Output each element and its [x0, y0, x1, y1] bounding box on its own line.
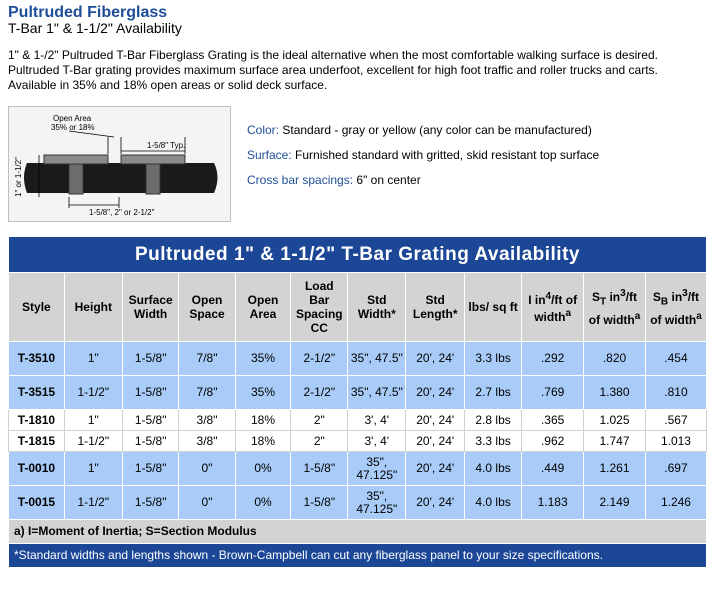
cell-std-length: 20', 24'	[406, 486, 465, 520]
table-row	[9, 452, 707, 486]
cell-i: 1.183	[522, 486, 584, 520]
cell-open-space: 7/8"	[179, 376, 235, 410]
table-header-row	[9, 273, 707, 342]
cell-lbs: 3.3 lbs	[464, 431, 521, 452]
cell-sb: .567	[645, 410, 706, 431]
cell-i: .365	[522, 410, 584, 431]
cell-sb: 1.246	[645, 486, 706, 520]
cell-st: 1.025	[584, 410, 646, 431]
col-header-std-length: Std Length*	[406, 273, 465, 342]
table-row	[9, 410, 707, 431]
cell-height: 1"	[64, 452, 122, 486]
open-area-values: 35% or 18%	[51, 123, 95, 132]
spec-label: Cross bar spacings:	[247, 173, 354, 187]
cell-std-length: 20', 24'	[406, 376, 465, 410]
cell-height: 1-1/2"	[64, 431, 122, 452]
spec-surface	[247, 148, 599, 173]
cell-st: 1.261	[584, 452, 646, 486]
cell-surface-width: 1-5/8"	[122, 376, 179, 410]
cell-surface-width: 1-5/8"	[122, 410, 179, 431]
cell-sb: 1.013	[645, 431, 706, 452]
cell-spacing: 1-5/8"	[291, 452, 348, 486]
cell-open-space: 3/8"	[179, 410, 235, 431]
cell-std-width: 3', 4'	[348, 431, 406, 452]
cell-sb: .454	[645, 342, 706, 376]
col-header-open-area: Open Area	[235, 273, 291, 342]
cell-lbs: 2.7 lbs	[464, 376, 521, 410]
cell-style: T-1810	[9, 410, 65, 431]
cell-i: .769	[522, 376, 584, 410]
table-footer-note: *Standard widths and lengths shown - Brown-Campbell can cut any fiberglass panel to your size specifications.	[9, 544, 707, 568]
height-label: 1" or 1-1/2"	[14, 157, 23, 197]
cell-style: T-0010	[9, 452, 65, 486]
cell-sb: .810	[645, 376, 706, 410]
cell-open-space: 0"	[179, 452, 235, 486]
cell-style: T-1815	[9, 431, 65, 452]
cell-spacing: 2-1/2"	[291, 376, 348, 410]
cell-std-width: 3', 4'	[348, 410, 406, 431]
table-row	[9, 431, 707, 452]
cell-st: .820	[584, 342, 646, 376]
cell-open-area: 35%	[235, 376, 291, 410]
cell-std-width: 35", 47.125"	[348, 486, 406, 520]
cell-open-area: 35%	[235, 342, 291, 376]
cell-surface-width: 1-5/8"	[122, 431, 179, 452]
typ-label: 1-5/8" Typ.	[147, 141, 186, 150]
cell-i: .962	[522, 431, 584, 452]
table-body	[9, 342, 707, 520]
col-header-height: Height	[64, 273, 122, 342]
cell-open-area: 0%	[235, 486, 291, 520]
cell-open-area: 18%	[235, 410, 291, 431]
col-header-style: Style	[9, 273, 65, 342]
intro-line: 1" & 1-/2" Pultruded T-Bar Fiberglass Grating is the ideal alternative when the most comfortable walking surface is desired.	[8, 48, 658, 62]
cell-std-width: 35", 47.125"	[348, 452, 406, 486]
col-header-st: $S_T$ $in^3/ft$ of width$^a$	[584, 273, 646, 342]
cell-i: .449	[522, 452, 584, 486]
spec-label: Surface:	[247, 148, 292, 162]
spec-color	[247, 123, 599, 148]
cell-std-length: 20', 24'	[406, 452, 465, 486]
cell-surface-width: 1-5/8"	[122, 486, 179, 520]
table-row	[9, 376, 707, 410]
cell-i: .292	[522, 342, 584, 376]
cell-lbs: 3.3 lbs	[464, 342, 521, 376]
intro-text	[8, 48, 708, 93]
cell-height: 1-1/2"	[64, 376, 122, 410]
cell-style: T-3515	[9, 376, 65, 410]
cell-open-space: 3/8"	[179, 431, 235, 452]
cell-std-length: 20', 24'	[406, 410, 465, 431]
cell-height: 1-1/2"	[64, 486, 122, 520]
cell-surface-width: 1-5/8"	[122, 342, 179, 376]
spec-value: Furnished standard with gritted, skid resistant top surface	[295, 148, 600, 162]
cell-spacing: 2-1/2"	[291, 342, 348, 376]
t-bar-cross-section-image	[9, 107, 230, 221]
cell-height: 1"	[64, 410, 122, 431]
cell-lbs: 2.8 lbs	[464, 410, 521, 431]
col-header-inertia: I $in^4/ft$ of width$^a$	[522, 273, 584, 342]
spec-label: Color:	[247, 123, 280, 137]
spec-value: Standard - gray or yellow (any color can be manufactured)	[282, 123, 592, 137]
col-header-load-bar-spacing: Load Bar Spacing CC	[291, 273, 348, 342]
cell-std-width: 35", 47.5"	[348, 376, 406, 410]
col-header-sb: $S_B$ $in^3/ft$ of width$^a$	[645, 273, 706, 342]
width-label: 1-5/8", 2" or 2-1/2"	[89, 208, 155, 217]
page-subtitle: T-Bar 1" & 1-1/2" Availability	[8, 20, 182, 36]
cell-lbs: 4.0 lbs	[464, 486, 521, 520]
col-header-lbs: lbs/ sq ft	[464, 273, 521, 342]
spec-list	[247, 123, 599, 198]
cell-st: 1.747	[584, 431, 646, 452]
cell-open-area: 18%	[235, 431, 291, 452]
cell-std-length: 20', 24'	[406, 431, 465, 452]
open-area-label: Open Area	[53, 114, 92, 123]
cell-spacing: 2"	[291, 431, 348, 452]
cell-spacing: 1-5/8"	[291, 486, 348, 520]
table-footnote: a) I=Moment of Inertia; S=Section Modulus	[9, 520, 707, 544]
cell-spacing: 2"	[291, 410, 348, 431]
spec-value: 6" on center	[356, 173, 421, 187]
cell-st: 1.380	[584, 376, 646, 410]
cell-std-width: 35", 47.5"	[348, 342, 406, 376]
cell-open-area: 0%	[235, 452, 291, 486]
availability-table-container	[8, 236, 707, 568]
cell-sb: .697	[645, 452, 706, 486]
cell-style: T-3510	[9, 342, 65, 376]
cell-open-space: 0"	[179, 486, 235, 520]
cell-st: 2.149	[584, 486, 646, 520]
cell-height: 1"	[64, 342, 122, 376]
cell-style: T-0015	[9, 486, 65, 520]
page-title: Pultruded Fiberglass	[8, 4, 168, 21]
spec-cross-bar	[247, 173, 599, 198]
intro-line: Pultruded T-Bar grating provides maximum surface area underfoot, excellent for high foot traffic and roller trucks and carts.	[8, 63, 658, 77]
cell-open-space: 7/8"	[179, 342, 235, 376]
col-header-open-space: Open Space	[179, 273, 235, 342]
availability-table	[8, 236, 707, 568]
cell-surface-width: 1-5/8"	[122, 452, 179, 486]
table-row	[9, 342, 707, 376]
table-title: Pultruded 1" & 1-1/2" T-Bar Grating Availability	[9, 237, 707, 273]
intro-line: Available in 35% and 18% open areas or solid deck surface.	[8, 78, 328, 92]
t-bar-diagram	[8, 106, 231, 222]
table-row	[9, 486, 707, 520]
col-header-std-width: Std Width*	[348, 273, 406, 342]
cell-std-length: 20', 24'	[406, 342, 465, 376]
col-header-surface-width: Surface Width	[122, 273, 179, 342]
cell-lbs: 4.0 lbs	[464, 452, 521, 486]
